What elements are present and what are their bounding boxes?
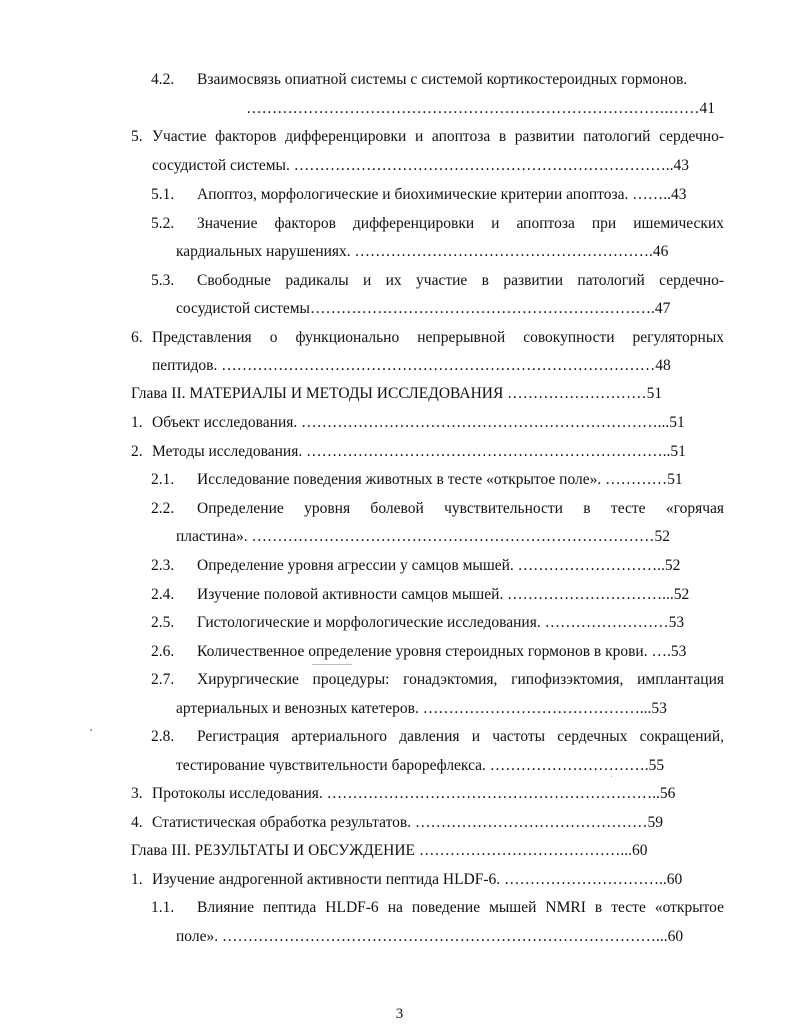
toc-entry-text: Исследование поведения животных в тесте «открытое поле». …………51 bbox=[197, 471, 683, 488]
page-number: 3 bbox=[395, 1006, 404, 1022]
toc-entry-text: кардиальных нарушениях. ………………………………………………….46 bbox=[176, 243, 669, 260]
toc-number: 2.6. bbox=[151, 643, 175, 660]
toc-entry-text: Участие факторов дифференцировки и апоптоза в развитии патологий сердечно- bbox=[152, 128, 724, 145]
toc-entry-text: сосудистой системы………………………………………………………….47 bbox=[176, 300, 671, 317]
toc-entry-text: Гистологические и морфологические исследования. ……………………53 bbox=[197, 614, 685, 631]
toc-number: 2.3. bbox=[151, 557, 175, 574]
toc-number: 2.8. bbox=[151, 728, 175, 745]
toc-entry-text: пластина». ……………………………………………………………………52 bbox=[176, 528, 671, 545]
toc-entry-text: пептидов. …………………………………………………………………………48 bbox=[152, 357, 671, 374]
toc-entry-text: Протоколы исследования. ………………………………………………………..56 bbox=[152, 785, 676, 802]
scan-artifact bbox=[312, 664, 352, 665]
toc-number: 5.2. bbox=[151, 215, 175, 232]
toc-entry-text: Определение уровня болевой чувствительности в тесте «горячая bbox=[197, 500, 724, 517]
toc-number: 2.2. bbox=[151, 500, 175, 517]
toc-number: 1. bbox=[131, 871, 143, 888]
toc-entry-text: Методы исследования. ……………………………………………………………..51 bbox=[152, 443, 686, 460]
toc-entry-text: артериальных и венозных катетеров. ……………………………………...53 bbox=[176, 700, 667, 717]
toc-number: 5.3. bbox=[151, 272, 175, 289]
toc-entry-text: Влияние пептида HLDF-6 на поведение мышей NMRI в тесте «открытое bbox=[197, 899, 724, 916]
scan-artifact bbox=[611, 776, 612, 777]
toc-number: 1. bbox=[131, 414, 143, 431]
toc-entry-text: Регистрация артериального давления и частоты сердечных сокращений, bbox=[197, 728, 724, 745]
toc-entry-text: Количественное определение уровня стероидных гормонов в крови. ….53 bbox=[197, 643, 687, 660]
toc-entry-text: Изучение андрогенной активности пептида HLDF-6. …………………………..60 bbox=[152, 871, 683, 888]
toc-number: 3. bbox=[131, 785, 143, 802]
toc-entry-text: Объект исследования. ……………………………………………………………...51 bbox=[152, 414, 685, 431]
toc-entry-text: Статистическая обработка результатов. ………………………………………59 bbox=[152, 814, 663, 831]
toc-entry-text: Апоптоз, морфологические и биохимические критерии апоптоза. ……..43 bbox=[197, 186, 687, 203]
toc-entry-text: Представления о функционально непрерывной совокупности регуляторных bbox=[152, 329, 724, 346]
toc-number: 2.4. bbox=[151, 586, 175, 603]
toc-number: 2. bbox=[131, 443, 143, 460]
toc-entry-text: тестирование чувствительности барорефлекса. ………………………….55 bbox=[176, 757, 665, 774]
toc-entry-leader: ……………………………………………………………………….……41 bbox=[246, 100, 715, 117]
toc-entry-text: Хирургические процедуры: гонадэктомия, гипофизэктомия, имплантация bbox=[197, 671, 724, 688]
toc-number: 2.7. bbox=[151, 671, 175, 688]
toc-number: 2.5. bbox=[151, 614, 175, 631]
toc-entry-text: сосудистой системы. ………………………………………………………………..43 bbox=[152, 157, 689, 174]
toc-number: 6. bbox=[131, 329, 143, 346]
chapter-heading: Глава II. МАТЕРИАЛЫ И МЕТОДЫ ИССЛЕДОВАНИЯ ………………………51 bbox=[131, 385, 663, 402]
chapter-heading: Глава III. РЕЗУЛЬТАТЫ И ОБСУЖДЕНИЕ …………………………………...60 bbox=[131, 842, 648, 859]
toc-number: 2.1. bbox=[151, 471, 175, 488]
toc-number: 4. bbox=[131, 814, 143, 831]
toc-number: 5.1. bbox=[151, 186, 175, 203]
toc-entry-text: Определение уровня агрессии у самцов мышей. ………………………..52 bbox=[197, 557, 681, 574]
toc-entry-text: Взаимосвязь опиатной системы с системой кортикостероидных гормонов. bbox=[197, 71, 688, 88]
toc-entry-text: Свободные радикалы и их участие в развитии патологий сердечно- bbox=[197, 272, 724, 289]
toc-number: 5. bbox=[131, 128, 143, 145]
scan-artifact bbox=[90, 729, 92, 731]
toc-number: 4.2. bbox=[151, 71, 175, 88]
toc-number: 1.1. bbox=[151, 899, 175, 916]
toc-entry-text: поле». …………………………………………………………………………...60 bbox=[176, 928, 684, 945]
toc-entry-text: Значение факторов дифференцировки и апоптоза при ишемических bbox=[197, 215, 724, 232]
toc-entry-text: Изучение половой активности самцов мышей. …………………………...52 bbox=[197, 586, 690, 603]
